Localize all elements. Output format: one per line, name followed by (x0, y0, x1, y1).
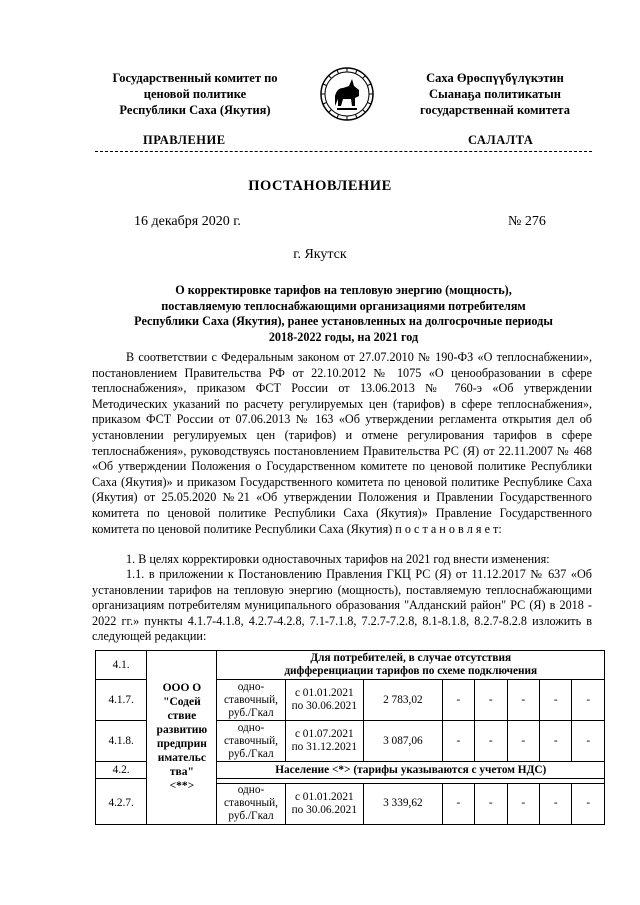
document-subject (95, 283, 592, 345)
committee-name-ru (95, 70, 295, 118)
tariff-period (285, 784, 364, 825)
subject-line: О корректировке тарифов на тепловую энергию (мощность), (175, 283, 512, 297)
kind-line: одно- (237, 680, 265, 693)
org-line: "Содей (163, 696, 201, 709)
preamble-paragraph: В соответствии с Федеральным законом от 27.07.2010 № 190-ФЗ «О теплоснабжении», постановлением Правительства РФ от 22.10.2012 № 1075 «О ценообразовании в сфере теплоснабжения», приказом ФСТ России от 13.06.2013 № 760-э «Об утверждении Методических указаний по расчету регулируемых цен (тарифов) в сфере теплоснабжения», приказом ФСТ России от 07.06.2013 № 163 «Об утверждении регламента открытия дел об установлении регулируемых цен (тарифов) и отмене регулирования тарифов в сфере теплоснабжения», руководствуясь постановлением Правительства РС (Я) от 22.11.2007 № 468 «Об утверждении Положения о Государственном комитете по ценовой политике Республики Саха (Якутия)» и приказом Государственного комитета по ценовой политике Республике Саха (Якутия) от 25.05.2020 №21 «Об утверждении Положения и Правлении Государственного комитета по ценовой политике Республики Саха (Якутия)» Правление Государственного комитета по ценовой политике Республики Саха (Якутия) п о с т а н о в л я е т: (92, 350, 592, 536)
document-number: № 276 (508, 214, 546, 229)
section-code: 4.1. (96, 651, 147, 680)
committee-name-sah-line: Саха Өрөспүүбүлүкэтин (426, 71, 564, 85)
committee-name-ru-line: ценовой политике (143, 87, 247, 101)
empty-cell: - (507, 721, 539, 762)
period-line: по 30.06.2021 (291, 700, 357, 712)
empty-cell: - (572, 680, 605, 721)
header-divider (95, 151, 592, 152)
subject-line: поставляемую теплоснабжающими организациями потребителям (161, 298, 526, 313)
empty-cell: - (475, 680, 507, 721)
kind-line: руб./Гкал (228, 706, 274, 719)
empty-cell: - (507, 784, 539, 825)
org-line: ствие (167, 710, 197, 723)
org-line: тва" (169, 766, 194, 779)
tariff-table (95, 650, 605, 825)
empty-cell: - (572, 721, 605, 762)
section-heading (217, 651, 605, 680)
kind-line: одно- (237, 784, 265, 797)
row-code: 4.1.7. (96, 680, 147, 721)
board-label-ru: ПРАВЛЕНИЕ (143, 133, 226, 147)
tariff-kind (217, 680, 285, 721)
section-heading: Население <*> (тарифы указываются с учетом НДС) (217, 762, 605, 779)
empty-cell: - (539, 680, 571, 721)
subject-line: Республики Саха (Якутия), ранее установленных на долгосрочные периоды (134, 314, 553, 328)
empty-cell: - (475, 784, 507, 825)
empty-cell: - (442, 721, 474, 762)
org-line: предприн (156, 738, 207, 751)
tariff-period (285, 721, 364, 762)
committee-name-ru-line: Республики Саха (Якутия) (119, 103, 271, 117)
committee-name-sah (395, 70, 595, 118)
section-heading-line: Для потребителей, в случае отсутствия (310, 652, 512, 664)
tariff-kind (217, 784, 285, 825)
empty-cell: - (572, 784, 605, 825)
org-line: развитию (156, 724, 208, 737)
kind-line: руб./Гкал (228, 747, 274, 760)
org-line: ООО О (162, 682, 202, 695)
clause-1-paragraph: 1. В целях корректировки одноставочных тарифов на 2021 год внести изменения: (126, 552, 550, 566)
organization-name (147, 651, 217, 825)
row-code: 4.2.7. (96, 784, 147, 825)
org-line: имательс (157, 752, 206, 765)
committee-name-sah-line: Сыанаҕа политикатын (429, 87, 561, 101)
org-line: <**> (169, 780, 195, 793)
kind-line: руб./Гкал (228, 810, 274, 823)
table-row (96, 651, 605, 680)
empty-cell: - (442, 784, 474, 825)
subject-line: 2018-2022 годы, на 2021 год (268, 329, 419, 344)
kind-line: одно- (237, 721, 265, 734)
period-line: с 01.07.2021 (294, 728, 354, 740)
section-code: 4.2. (96, 762, 147, 779)
row-code: 4.1.8. (96, 721, 147, 762)
coat-of-arms-icon (319, 66, 375, 122)
committee-name-sah-line: государственнай комитета (420, 103, 570, 117)
document-city: г. Якутск (293, 247, 347, 262)
tariff-kind (217, 721, 285, 762)
empty-cell: - (442, 680, 474, 721)
period-line: с 01.01.2021 (294, 687, 354, 699)
section-heading-line: дифференциации тарифов по схеме подключения (284, 665, 538, 677)
empty-cell: - (539, 721, 571, 762)
empty-cell: - (539, 784, 571, 825)
clause-1-1-paragraph: 1.1. в приложении к Постановлению Правления ГКЦ РС (Я) от 11.12.2017 № 637 «Об установлении тарифов на тепловую энергию (мощность), поставляемую теплоснабжающими организациям потребителям муниципального образования "Алданский район" РС (Я) в 2018 - 2022 гг.» пункты 4.1.7-4.1.8, 4.2.7-4.2.8, 7.1-7.1.8, 7.2.7-7.2.8, 8.1-8.1.8, 8.2.7-8.2.8 изложить в следующей редакции: (92, 567, 592, 644)
committee-name-ru-line: Государственный комитет по (112, 71, 278, 85)
document-date: 16 декабря 2020 г. (134, 214, 241, 229)
tariff-value: 3 087,06 (364, 721, 443, 762)
period-line: по 30.06.2021 (291, 803, 357, 816)
empty-cell: - (475, 721, 507, 762)
board-label-sah: САЛАЛТА (468, 133, 534, 147)
kind-line: ставочный, (224, 693, 278, 706)
kind-line: ставочный, (224, 797, 278, 810)
tariff-period (285, 680, 364, 721)
empty-cell: - (507, 680, 539, 721)
period-line: по 31.12.2021 (291, 741, 357, 753)
period-line: с 01.01.2021 (294, 790, 354, 803)
kind-line: ставочный, (224, 734, 278, 747)
document-type: ПОСТАНОВЛЕНИЕ (248, 178, 392, 194)
tariff-value: 3 339,62 (364, 784, 443, 825)
tariff-value: 2 783,02 (364, 680, 443, 721)
